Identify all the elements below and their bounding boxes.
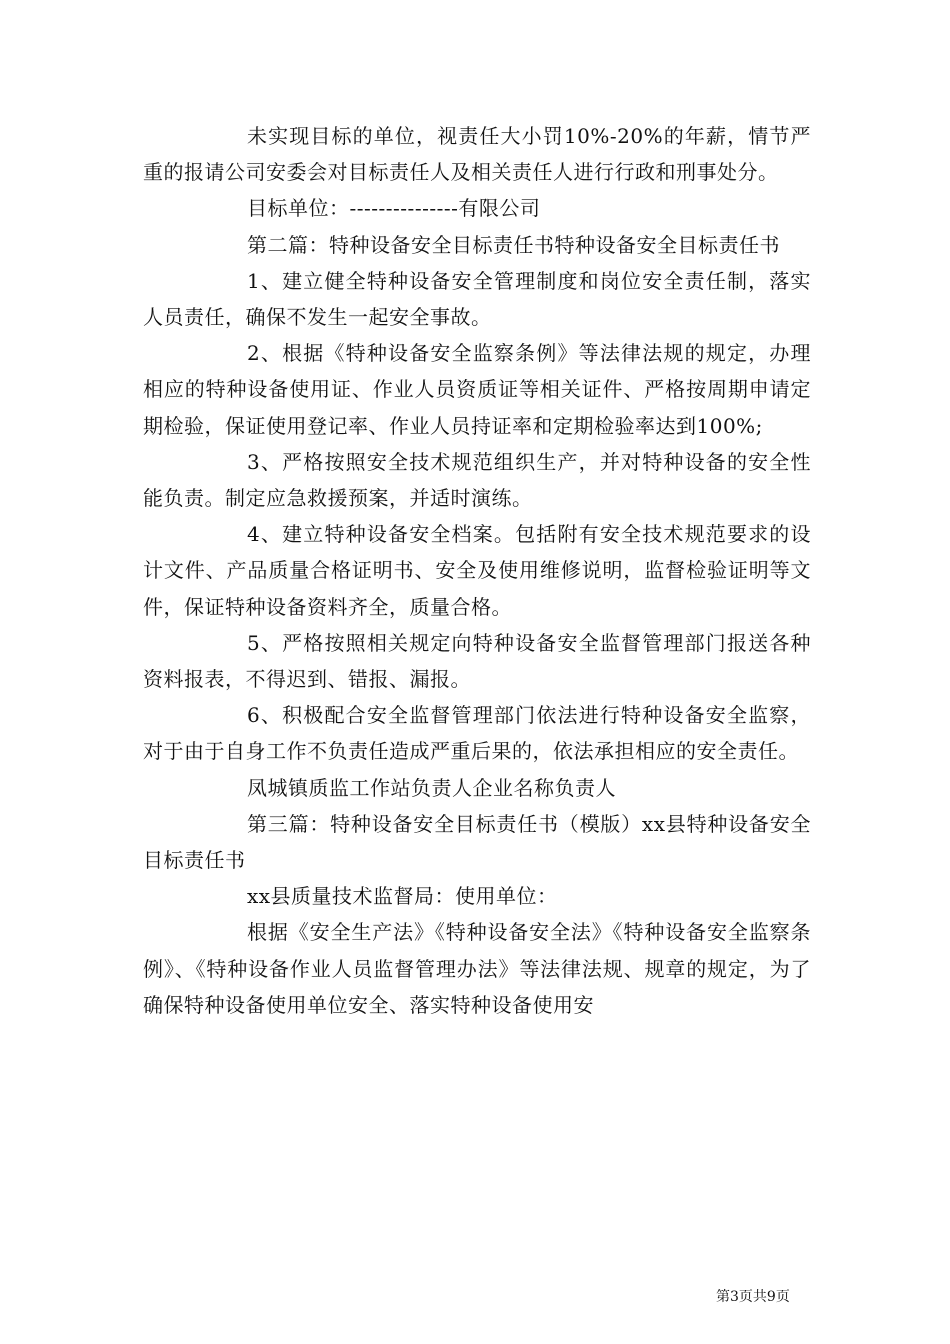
list-item-6: 6、积极配合安全监督管理部门依法进行特种设备安全监察，对于由于自身工作不负责任造成严重后果的，依法承担相应的安全责任。: [143, 703, 811, 764]
section-heading-part-three: 第三篇：特种设备安全目标责任书（模版）xx县特种设备安全目标责任书: [143, 811, 811, 873]
list-item-1: 1、建立健全特种设备安全管理制度和岗位安全责任制，落实人员责任，确保不发生一起安全事故。: [143, 268, 811, 330]
signature-line: 凤城镇质监工作站负责人企业名称负责人: [247, 775, 616, 800]
section-heading-part-two: 第二篇：特种设备安全目标责任书特种设备安全目标责任书: [247, 232, 780, 257]
paragraph-target-unit: 目标单位：---------------有限公司: [247, 196, 541, 221]
list-item-2: 2、根据《特种设备安全监察条例》等法律法规的规定，办理相应的特种设备使用证、作业人员资质证等相关证件、严格按周期申请定期检验，保证使用登记率、作业人员持证率和定期检验率达到100%;: [143, 341, 811, 438]
paragraph-legal-basis: 根据《安全生产法》《特种设备安全法》《特种设备安全监察条例》、《特种设备作业人员监督管理办法》等法律法规、规章的规定，为了确保特种设备使用单位安全、落实特种设备使用安: [143, 920, 811, 1017]
list-item-5: 5、严格按照相关规定向特种设备安全监督管理部门报送各种资料报表，不得迟到、错报、漏报。: [143, 630, 811, 692]
paragraph-penalty: 未实现目标的单位，视责任大小罚10%-20%的年薪，情节严重的报请公司安委会对目标责任人及相关责任人进行行政和刑事处分。: [143, 124, 811, 185]
list-item-4: 4、建立特种设备安全档案。包括附有安全技术规范要求的设计文件、产品质量合格证明书、安全及使用维修说明，监督检验证明等文件，保证特种设备资料齐全，质量合格。: [143, 522, 811, 619]
document-body: [143, 118, 811, 1023]
parties-line: xx县质量技术监督局：使用单位：: [247, 884, 558, 909]
list-item-3: 3、严格按照安全技术规范组织生产，并对特种设备的安全性能负责。制定应急救援预案，并适时演练。: [143, 449, 811, 511]
page-number: 第3页共9页: [716, 1289, 790, 1305]
